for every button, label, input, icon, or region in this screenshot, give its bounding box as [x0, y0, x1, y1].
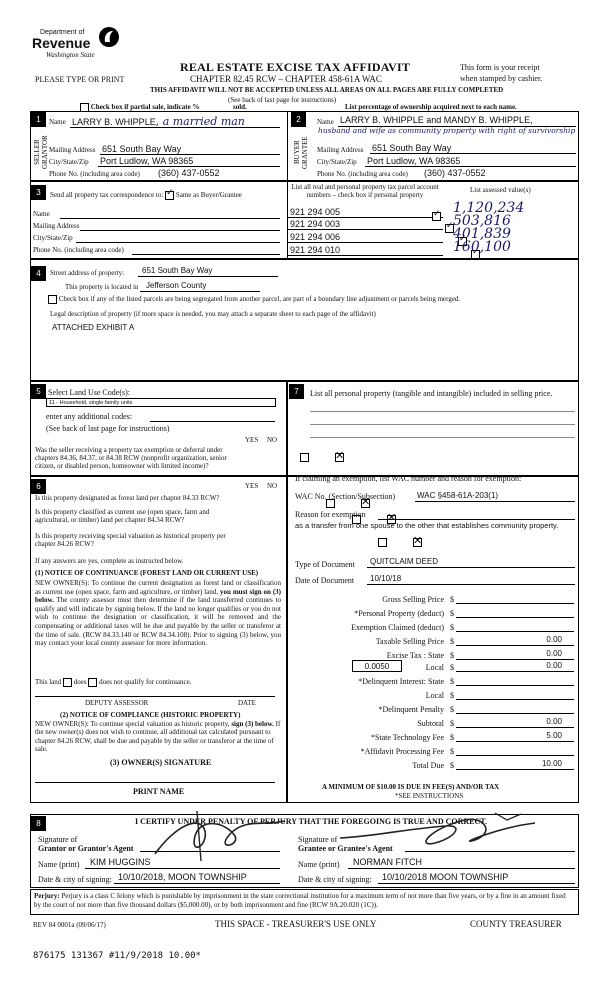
q5-yes-checkbox[interactable]	[300, 453, 309, 462]
grantor-print-name: KIM HUGGINS	[90, 857, 151, 867]
notice-1-text: NEW OWNER(S): To continue the current designation as forest land or classification as current use (open space, farm and agriculture, or timber) land, you must sign on (3) below. The county assessor must then determine if the land transferred continues to qualify and will indicate by signing below. If the land no longer qualifies or you do not wish to continue the designation or classification, it will be removed and the compensating or additional taxes will be due and payable by the seller or transferor at the time of sale. (RCW 84.33.140 or RCW 84.34.108). Prior to signing (3) below, you may contact your local county assessor for more information.	[35, 579, 282, 648]
buyer-name-label: Name	[317, 118, 334, 126]
grantor-date-label: Date & city of signing:	[38, 875, 112, 884]
corr-mailing-label: Mailing Address	[33, 222, 80, 230]
excise-state-dollar: $	[450, 651, 454, 660]
print-name: PRINT NAME	[133, 787, 185, 796]
rev-number: REV 84 0001a (09/06/17)	[33, 921, 106, 929]
seller-city: Port Ludlow, WA 98365	[100, 156, 194, 166]
total-label: Total Due	[412, 761, 444, 770]
personal-label: *Personal Property (deduct)	[354, 609, 444, 618]
treasurer-space: THIS SPACE - TREASURER'S USE ONLY	[215, 919, 377, 929]
logo-state: Washington State	[46, 51, 95, 59]
land-does-checkbox[interactable]	[63, 678, 72, 687]
local-dollar: $	[450, 663, 454, 672]
section-6-number: 6	[31, 479, 46, 494]
parcel-value-3: 401,839	[453, 226, 511, 242]
seller-name-handwritten: , a married man	[155, 115, 245, 128]
additional-codes: enter any additional codes:	[46, 412, 132, 421]
grantee-sig-label1: Signature of	[298, 835, 338, 844]
q-historic-no[interactable]	[413, 538, 422, 547]
minimum-due: A MINIMUM OF $10.00 IS DUE IN FEE(S) AND/OR TAX	[322, 783, 500, 791]
buyer-mailing: 651 South Bay Way	[372, 143, 452, 153]
section-4	[30, 259, 579, 381]
logo-revenue: Revenue	[32, 35, 91, 51]
parcel-number-3: 921 294 006	[290, 232, 341, 242]
please-type: PLEASE TYPE OR PRINT	[35, 75, 125, 84]
land-use-no: NO	[267, 436, 278, 444]
section-1-number: 1	[31, 112, 46, 127]
grantee-sig-label2: Grantee or Grantee's Agent	[298, 844, 393, 853]
taxable-label: Taxable Selling Price	[375, 637, 444, 646]
logo-dept-line: Department of	[40, 29, 85, 36]
q-current-use: Is this property classified as current use (open space, farm and agricultural, or timber) land per chapter 84.34 RCW?	[35, 508, 210, 524]
grantee-date-label: Date & city of signing:	[298, 875, 372, 884]
taxable-dollar: $	[450, 637, 454, 646]
seller-side-label: SELLER GRANTOR	[33, 135, 49, 170]
notice-2-title: (2) NOTICE OF COMPLIANCE (HISTORIC PROPERTY)	[60, 711, 241, 719]
see-back-header: (See back of last page for instructions)	[228, 96, 337, 104]
delinquent-penalty-label: *Delinquent Penalty	[378, 705, 444, 714]
total-value: 10.00	[541, 759, 562, 768]
notice-1-title: (1) NOTICE OF CONTINUANCE (FOREST LAND OR CURRENT USE)	[35, 569, 259, 577]
q5-no-checkbox[interactable]	[335, 453, 344, 462]
seller-phone-label: Phone No. (including area code)	[49, 170, 140, 178]
doc-type-value: QUITCLAIM DEED	[370, 557, 439, 566]
tech-fee-dollar: $	[450, 733, 454, 742]
q-forest: Is this property designated as forest land per chapter 84.33 RCW?	[35, 494, 220, 502]
county-treasurer: COUNTY TREASURER	[470, 919, 562, 929]
receipt-line2: when stamped by cashier.	[460, 74, 543, 83]
buyer-name: LARRY B. WHIPPLE and MANDY B. WHIPPLE,	[340, 115, 533, 125]
local2-label: Local	[425, 691, 444, 700]
subtotal-label: Subtotal	[417, 719, 444, 728]
local-label: Local	[425, 663, 444, 672]
partial-sold: sold.	[233, 103, 247, 111]
same-as-buyer-checkbox[interactable]	[165, 191, 174, 200]
tech-fee-value: 5.00	[546, 731, 562, 740]
street-value: 651 South Bay Way	[142, 266, 213, 275]
q-historic-yes[interactable]	[378, 538, 387, 547]
subtotal-value: 0.00	[546, 717, 562, 726]
buyer-name-handwritten: husband and wife as community property with right of survivorship	[318, 126, 576, 135]
buyer-city-label: City/State/Zip	[317, 158, 357, 166]
gross-dollar: $	[450, 595, 454, 604]
section-2-number: 2	[291, 112, 306, 127]
land-use-yes: YES	[245, 436, 259, 444]
taxable-value: 0.00	[546, 635, 562, 644]
parcel-value-1: 1,120,234	[453, 200, 525, 216]
s6-no: NO	[267, 482, 278, 490]
grantor-print-label: Name (print)	[38, 860, 80, 869]
personal-dollar: $	[450, 609, 454, 618]
this-land-row: This land does does not qualify for continuance.	[35, 678, 192, 687]
buyer-phone: (360) 437-0552	[424, 168, 486, 178]
receipt-line1: This form is your receipt	[460, 63, 540, 72]
grantor-sig-label1: Signature of	[38, 835, 78, 844]
q-historic: Is this property receiving special valuation as historical property per chapter 84.26 RCW?	[35, 532, 226, 548]
grantor-sig-label2: Grantor or Grantor's Agent	[38, 844, 134, 853]
seller-mailing-label: Mailing Address	[49, 146, 96, 154]
grantor-date-city: 10/10/2018, MOON TOWNSHIP	[118, 872, 247, 882]
wac-value: WAC §458-61A-203(1)	[417, 491, 499, 500]
parcel-number-1: 921 294 005	[290, 207, 341, 217]
land-use-select[interactable]: 11 - Household, single family units	[46, 398, 276, 407]
seller-name: LARRY B. WHIPPLE, a married man	[72, 115, 245, 128]
total-dollar: $	[450, 761, 454, 770]
gross-label: Gross Selling Price	[382, 595, 444, 604]
doc-date-value: 10/10/18	[370, 574, 402, 583]
subtotal-dollar: $	[450, 719, 454, 728]
doc-date-label: Date of Document	[295, 576, 355, 585]
section-7-number: 7	[289, 384, 304, 399]
seller-mailing: 651 South Bay Way	[102, 144, 182, 154]
parcel-1-checkbox[interactable]	[432, 212, 441, 221]
dor-logo	[32, 24, 127, 62]
reason-label: Reason for exemption	[295, 510, 366, 519]
buyer-side-label: BUYER GRANTEE	[293, 136, 309, 169]
located-value: Jefferson County	[146, 281, 207, 290]
affidavit-fee-label: *Affidavit Processing Fee	[360, 747, 444, 756]
delinquent-penalty-dollar: $	[450, 705, 454, 714]
wac-label: WAC No. (Section/Subsection)	[295, 492, 396, 501]
excise-state-label: Excise Tax : State	[386, 651, 444, 660]
section-4-number: 4	[31, 266, 46, 281]
notice-2-text: NEW OWNER(S): To continue special valuation as historic property, sign (3) below. If the new owner(s) does not wish to continue, all additional tax calculated pursuant to chapter 84.26 RCW, shall be due and payable by the seller or transferor at the time of sale.	[35, 720, 281, 754]
excise-state-value: 0.00	[546, 649, 562, 658]
corr-phone-label: Phone No. (including area code)	[33, 246, 124, 254]
grantee-print-label: Name (print)	[298, 860, 340, 869]
parcels-header: List all real and personal property tax parcel account numbers – check box if personal property	[291, 183, 439, 199]
section-5-number: 5	[31, 384, 46, 399]
buyer-mailing-label: Mailing Address	[317, 146, 364, 154]
seller-phone: (360) 437-0552	[158, 168, 220, 178]
deputy-date: DATE	[238, 699, 256, 707]
grantee-print-name: NORMAN FITCH	[353, 857, 422, 867]
s6-yes: YES	[245, 482, 259, 490]
section-3-number: 3	[31, 185, 46, 200]
seller-city-label: City/State/Zip	[49, 158, 89, 166]
section-8-number: 8	[31, 816, 46, 831]
local-rate-box[interactable]: 0.0050	[352, 660, 402, 672]
segregated-checkbox[interactable]	[48, 295, 57, 304]
delinquent-interest-label: *Delinquent Interest: State	[358, 677, 444, 686]
reason-value: as a transfer from one spouse to the other that establishes community property.	[295, 521, 559, 530]
street-label: Street address of property:	[50, 269, 125, 277]
if-yes-note: If any answers are yes, complete as instructed below.	[35, 557, 184, 565]
land-use-label: Select Land Use Code(s):	[48, 388, 130, 397]
grantee-signature-icon	[335, 808, 545, 856]
correspondence-label: Send all property tax correspondence to: ✓ Same as Buyer/Grantee	[50, 191, 242, 200]
perjury-text: Perjury: Perjury is a class C felony which is punishable by imprisonment in the state correctional institution for a maximum term of not more than five years, or by a fine in an amount fixed by the court of not more than five thousand dollars ($5,000.00), or by both imprisonment and fine (RCW 9A.20.020 (1C)).	[34, 892, 566, 909]
affidavit-fee-dollar: $	[450, 747, 454, 756]
form-chapter: CHAPTER 82.45 RCW – CHAPTER 458-61A WAC	[190, 74, 382, 84]
doc-type-label: Type of Document	[295, 560, 355, 569]
exemption-dollar: $	[450, 623, 454, 632]
local-value: 0.00	[546, 661, 562, 670]
located-label: This property is located in	[65, 283, 139, 291]
tech-fee-label: *State Technology Fee	[370, 733, 444, 742]
seller-name-label: Name	[49, 118, 66, 126]
parcel-number-2: 921 294 003	[290, 219, 341, 229]
parcel-value-2: 503,816	[453, 213, 511, 229]
certify-text: I CERTIFY UNDER PENALTY OF PERJURY THAT THE FOREGOING IS TRUE AND CORRECT.	[135, 817, 488, 826]
form-warning: THIS AFFIDAVIT WILL NOT BE ACCEPTED UNLESS ALL AREAS ON ALL PAGES ARE FULLY COMPLETED	[150, 86, 504, 94]
legal-value: ATTACHED EXHIBIT A	[52, 323, 135, 332]
form-title: REAL ESTATE EXCISE TAX AFFIDAVIT	[180, 60, 411, 74]
assessed-header: List assessed value(s)	[470, 186, 531, 194]
exemption-label: If claiming an exemption, list WAC number and reason for exemption:	[295, 474, 522, 483]
exemption-claimed-label: Exemption Claimed (deduct)	[351, 623, 444, 632]
recording-stamp: 876175 131367 #11/9/2018 10.00*	[33, 951, 201, 961]
see-instructions: *SEE INSTRUCTIONS	[395, 792, 464, 800]
grantee-date-city: 10/10/2018 MOON TOWNSHIP	[382, 872, 509, 882]
partial-sale: Check box if partial sale, indicate %	[80, 103, 199, 112]
logo-emblem-icon	[98, 26, 120, 48]
corr-city-label: City/State/Zip	[33, 234, 73, 242]
land-use-see-back: (See back of last page for instructions)	[46, 424, 170, 433]
grantor-signature-icon	[145, 806, 295, 864]
corr-name-label: Name	[33, 210, 50, 218]
local2-dollar: $	[450, 691, 454, 700]
personal-property-label: List all personal property (tangible and intangible) included in selling price.	[310, 389, 553, 398]
notice-3-title: (3) OWNER(S) SIGNATURE	[110, 758, 212, 767]
parcel-number-4: 921 294 010	[290, 245, 341, 255]
delinquent-interest-dollar: $	[450, 677, 454, 686]
buyer-city: Port Ludlow, WA 98365	[367, 156, 461, 166]
land-does-not-checkbox[interactable]	[88, 678, 97, 687]
segregated-row: Check box if any of the listed parcels are being segregated from another parcel, are part of a boundary line adjustment or parcels being merged.	[48, 295, 568, 304]
exemption-question: Was the seller receiving a property tax exemption or deferral under chapters 84.36, 84.37, or 84.38 RCW (nonprofit organization, senior citizen, or disabled person, homeowner with limited income)?	[35, 446, 227, 470]
deputy-assessor: DEPUTY ASSESSOR	[85, 699, 149, 707]
parcel-value-4: 160,100	[453, 239, 511, 255]
pct-ownership: List percentage of ownership acquired next to each name.	[345, 103, 517, 111]
legal-label: Legal description of property (if more space is needed, you may attach a separate sheet to each page of the affidavit)	[50, 310, 376, 318]
buyer-phone-label: Phone No. (including area code)	[317, 170, 408, 178]
